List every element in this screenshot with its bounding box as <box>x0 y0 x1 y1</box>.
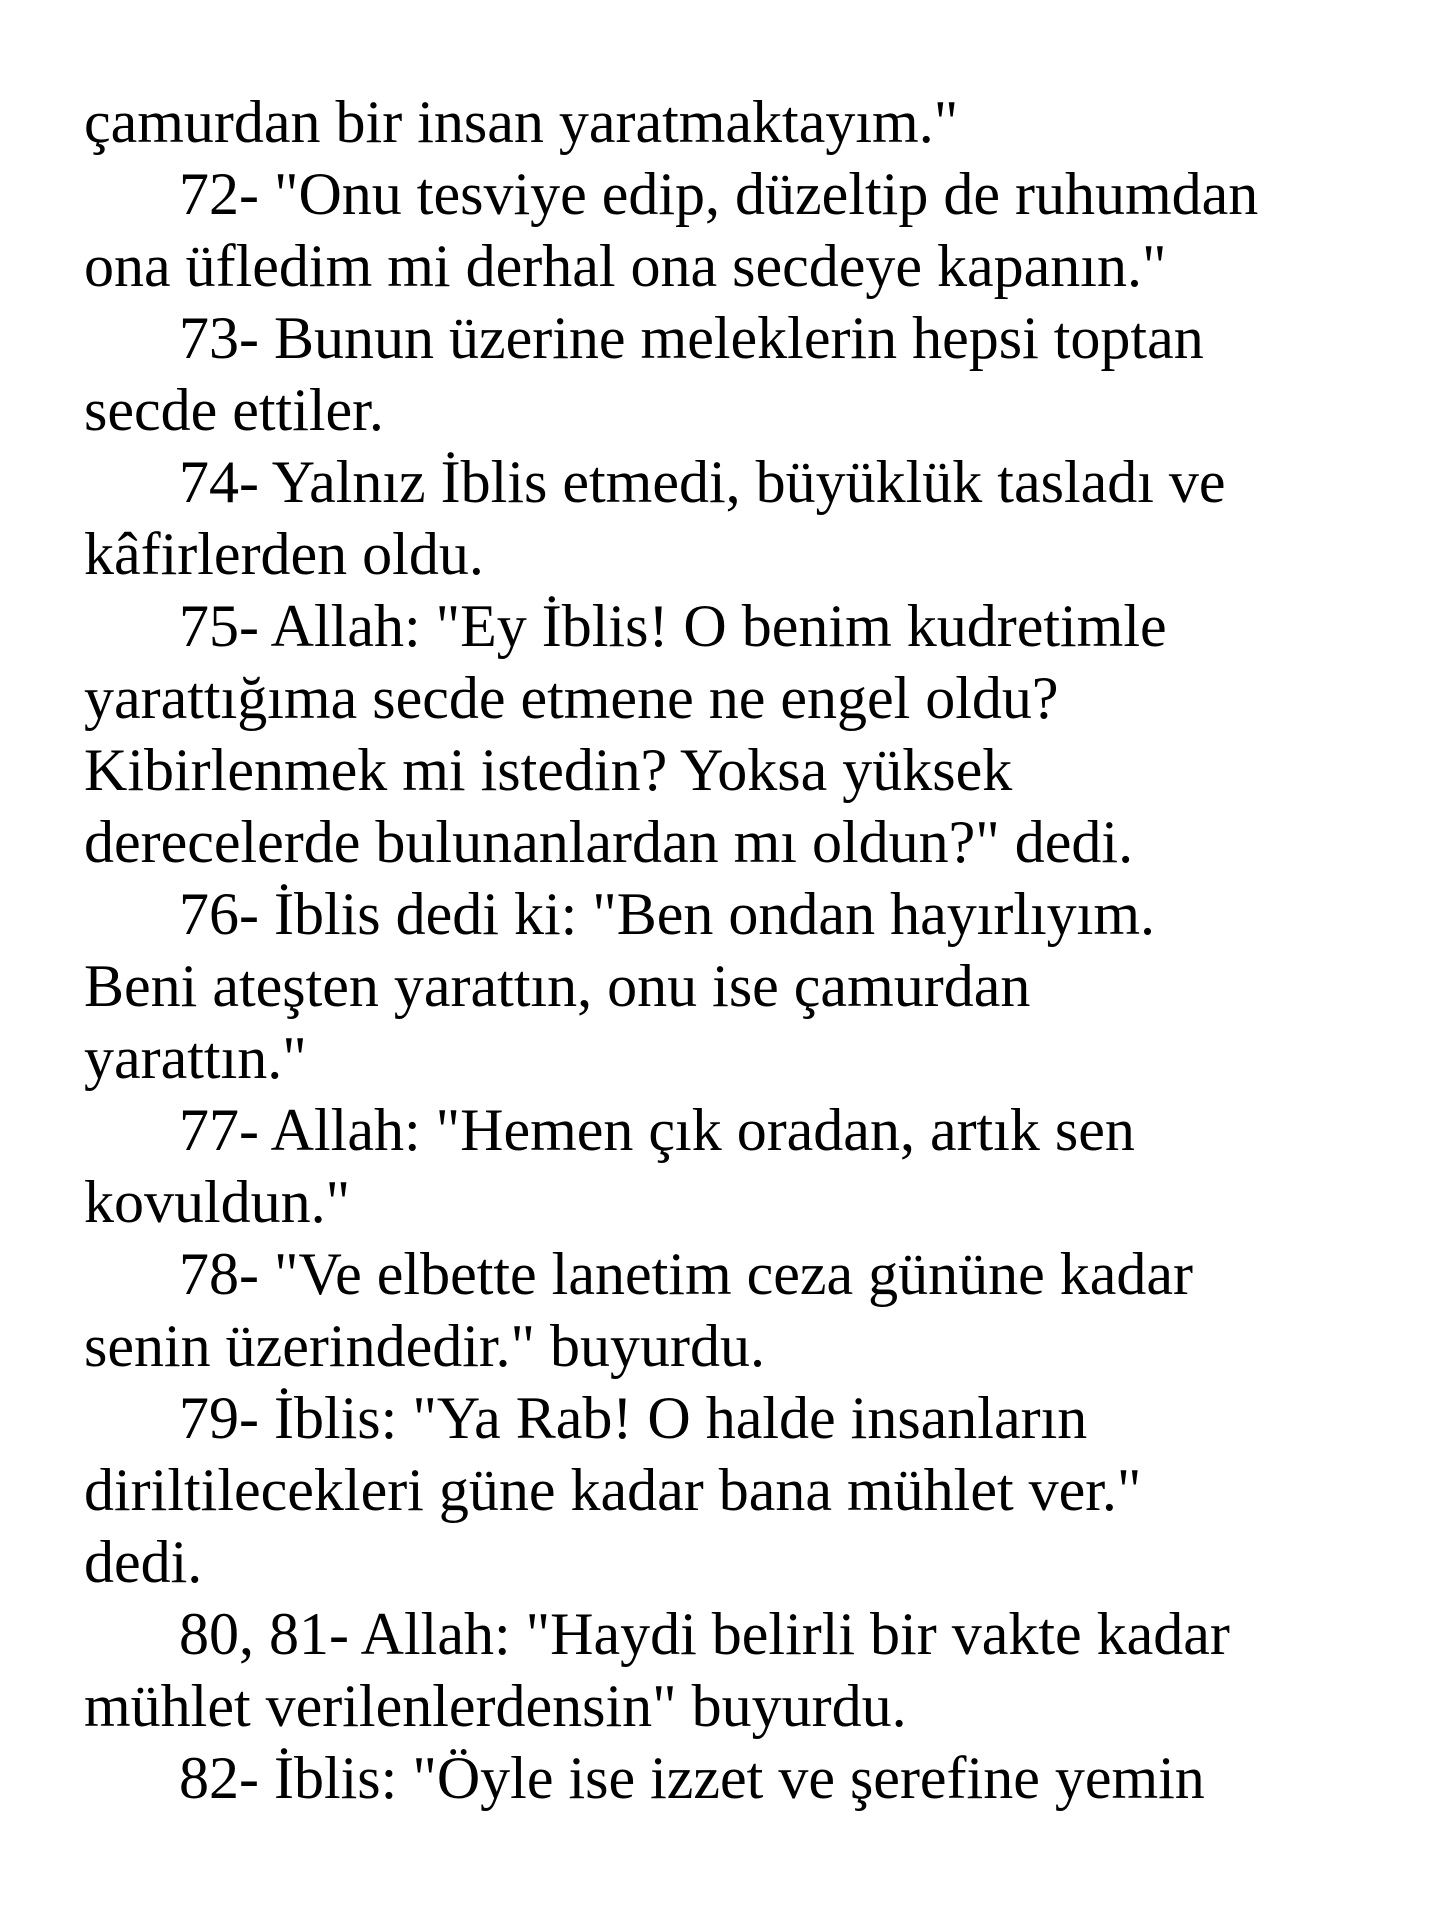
text-line: ona üfledim mi derhal ona secdeye kapanın." <box>84 233 1167 299</box>
text-line: diriltilecekleri güne kadar bana mühlet ver." <box>84 1457 1142 1523</box>
text-line: yarattın." <box>84 1025 307 1091</box>
text-line: senin üzerindedir." buyurdu. <box>84 1313 766 1379</box>
verse-line-76: 76- İblis dedi ki: "Ben ondan hayırlıyım. <box>179 881 1156 947</box>
text-line: secde ettiler. <box>84 377 384 443</box>
text-line: mühlet verilenlerdensin" buyurdu. <box>84 1673 907 1739</box>
text-line: Kibirlenmek mi istedin? Yoksa yüksek <box>84 737 1013 803</box>
verse-line-80-81: 80, 81- Allah: "Haydi belirli bir vakte kadar <box>179 1601 1230 1667</box>
verse-line-79: 79- İblis: "Ya Rab! O halde insanların <box>179 1385 1088 1451</box>
text-line: Beni ateşten yarattın, onu ise çamurdan <box>84 953 1031 1019</box>
verse-line-74: 74- Yalnız İblis etmedi, büyüklük tasladı ve <box>179 449 1226 515</box>
verse-line-77: 77- Allah: "Hemen çık oradan, artık sen <box>179 1097 1135 1163</box>
verse-line-73: 73- Bunun üzerine meleklerin hepsi toptan <box>179 305 1204 371</box>
document-body <box>84 86 1374 1814</box>
verse-line-78: 78- "Ve elbette lanetim ceza gününe kadar <box>179 1241 1194 1307</box>
text-line: kâfirlerden oldu. <box>84 521 484 587</box>
text-line: yarattığıma secde etmene ne engel oldu? <box>84 665 1059 731</box>
verse-line-82: 82- İblis: "Öyle ise izzet ve şerefine yemin <box>179 1745 1205 1811</box>
verse-line-72: 72- "Onu tesviye edip, düzeltip de ruhumdan <box>179 161 1259 227</box>
verse-line-75: 75- Allah: "Ey İblis! O benim kudretimle <box>179 593 1167 659</box>
text-line: derecelerde bulunanlardan mı oldun?" dedi. <box>84 809 1134 875</box>
text-line: çamurdan bir insan yaratmaktayım." <box>84 89 959 155</box>
text-line: kovuldun." <box>84 1169 351 1235</box>
text-line: dedi. <box>84 1529 203 1595</box>
